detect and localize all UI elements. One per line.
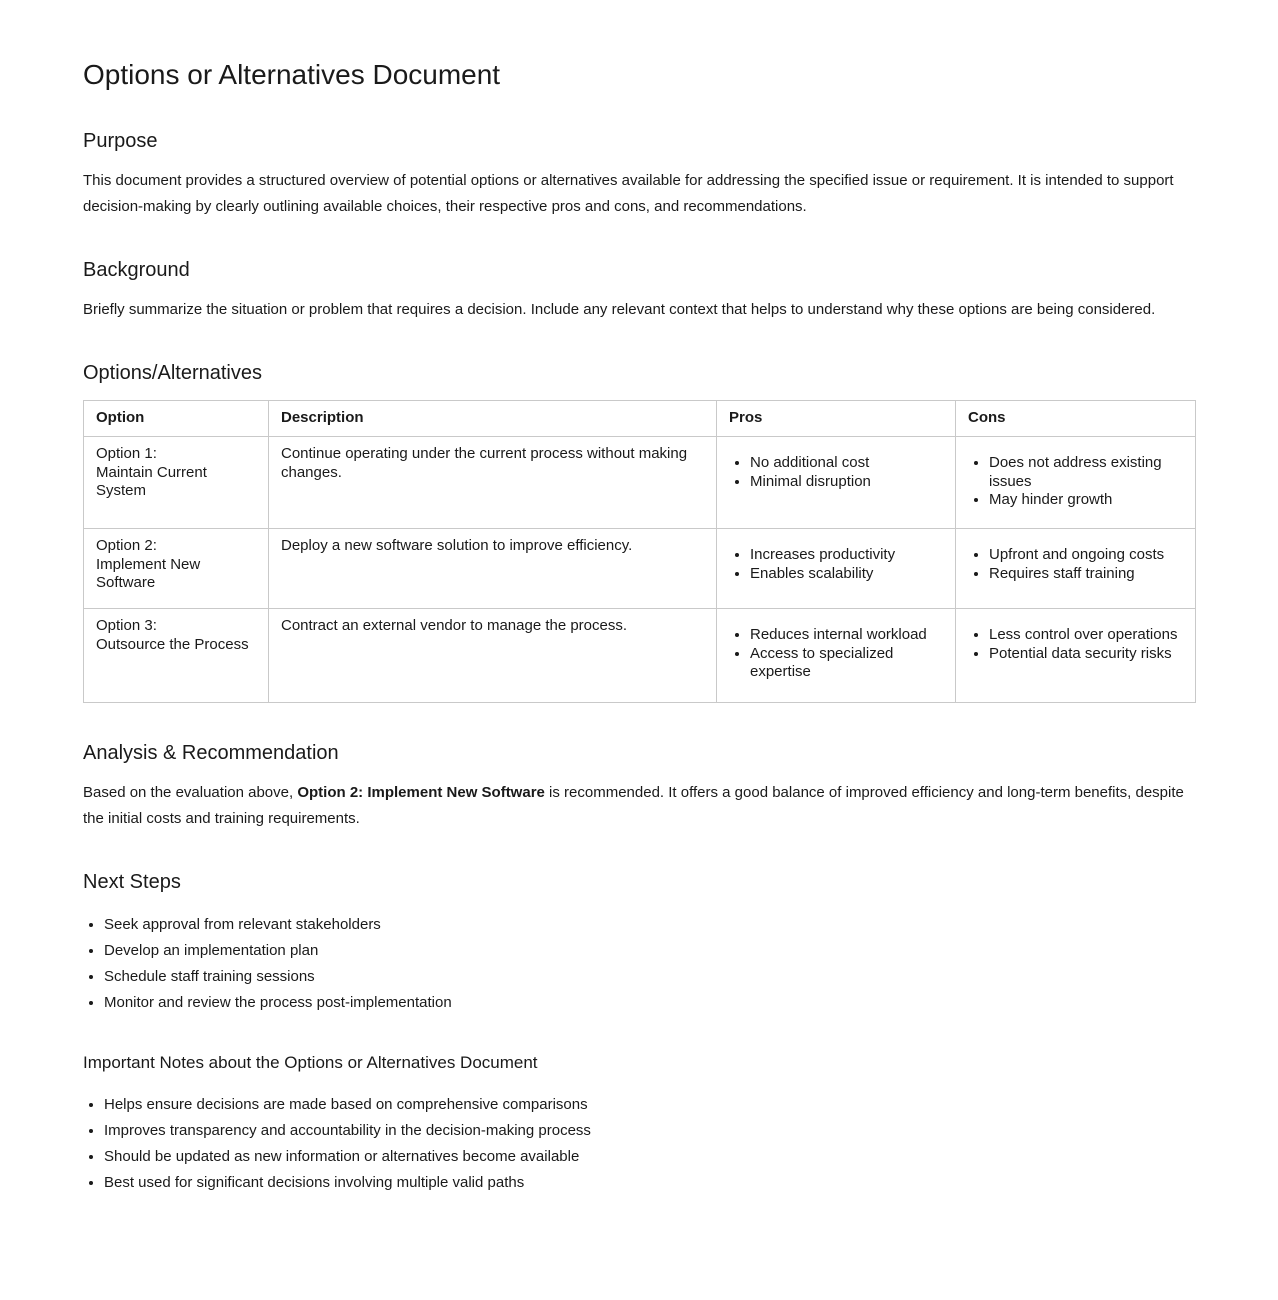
table-row (84, 437, 1196, 529)
column-header-description: Description (269, 401, 717, 437)
cons-item: • Less control over operations (989, 626, 1183, 645)
important-note-item: • Should be updated as new information or alternatives become available (104, 1144, 1195, 1170)
analysis-paragraph (83, 780, 1195, 832)
important-note-item: • Helps ensure decisions are made based on comprehensive comparisons (104, 1092, 1195, 1118)
description-cell: Contract an external vendor to manage the process. (269, 609, 717, 703)
option-name: Outsource the Process (96, 635, 249, 653)
cons-list (968, 546, 1183, 583)
analysis-heading: Analysis & Recommendation (83, 742, 339, 764)
option-label: Option 3: (96, 617, 157, 634)
next-steps-list (83, 912, 1195, 1016)
pros-cell (717, 529, 956, 609)
cons-cell (956, 437, 1196, 529)
important-note-item: • Improves transparency and accountability in the decision-making process (104, 1118, 1195, 1144)
background-heading: Background (83, 259, 190, 281)
cons-cell (956, 529, 1196, 609)
option-cell (84, 609, 269, 703)
recommended-option-emphasis: Option 2: Implement New Software (297, 784, 545, 801)
next-step-item: • Seek approval from relevant stakeholders (104, 912, 1195, 938)
option-cell (84, 437, 269, 529)
pros-item: • Increases productivity (750, 546, 943, 565)
cons-list (968, 454, 1183, 510)
analysis-text-suffix: is recommended. It offers a good balance of improved efficiency and long-term benefits, despite the initial costs and training requirements. (83, 784, 1184, 827)
important-notes-list (83, 1092, 1195, 1196)
analysis-text-prefix: Based on the evaluation above, (83, 784, 298, 801)
option-label: Option 1: (96, 445, 157, 462)
options-table-header (84, 401, 1196, 437)
pros-cell (717, 437, 956, 529)
important-notes-heading: Important Notes about the Options or Alternatives Document (83, 1053, 538, 1072)
table-row (84, 609, 1196, 703)
pros-item: • Reduces internal workload (750, 626, 943, 645)
description-cell: Continue operating under the current process without making changes. (269, 437, 717, 529)
cons-item: • Potential data security risks (989, 645, 1183, 664)
pros-cell (717, 609, 956, 703)
options-heading: Options/Alternatives (83, 362, 262, 384)
next-step-item: • Develop an implementation plan (104, 938, 1195, 964)
cons-item: • Upfront and ongoing costs (989, 546, 1183, 565)
pros-item: • No additional cost (750, 454, 943, 473)
option-name: Implement New Software (96, 555, 201, 591)
pros-list (729, 454, 943, 491)
column-header-pros: Pros (717, 401, 956, 437)
column-header-cons: Cons (956, 401, 1196, 437)
option-label: Option 2: (96, 537, 157, 554)
table-row (84, 529, 1196, 609)
options-table (83, 400, 1196, 703)
background-paragraph: Briefly summarize the situation or problem that requires a decision. Include any relevant context that helps to understand why these options are being considered. (83, 301, 1156, 318)
option-cell (84, 529, 269, 609)
cons-item: • Does not address existing issues (989, 454, 1183, 491)
pros-item: • Minimal disruption (750, 473, 943, 492)
pros-item: • Enables scalability (750, 565, 943, 584)
next-steps-heading: Next Steps (83, 871, 181, 893)
column-header-option: Option (84, 401, 269, 437)
next-step-item: • Schedule staff training sessions (104, 964, 1195, 990)
page-title: Options or Alternatives Document (83, 59, 501, 90)
pros-list (729, 546, 943, 583)
cons-item: • May hinder growth (989, 491, 1183, 510)
pros-item: • Access to specialized expertise (750, 645, 943, 682)
description-cell: Deploy a new software solution to improve efficiency. (269, 529, 717, 609)
cons-item: • Requires staff training (989, 565, 1183, 584)
purpose-heading: Purpose (83, 130, 158, 152)
cons-cell (956, 609, 1196, 703)
important-note-item: • Best used for significant decisions involving multiple valid paths (104, 1170, 1195, 1196)
option-name: Maintain Current System (96, 463, 207, 499)
purpose-paragraph: This document provides a structured overview of potential options or alternatives available for addressing the specified issue or requirement. It is intended to support decision-making by clearly outlining available choices, their respective pros and cons, and recommendations. (83, 172, 1174, 215)
table-header-row (84, 401, 1196, 437)
pros-list (729, 626, 943, 682)
next-step-item: • Monitor and review the process post-implementation (104, 990, 1195, 1016)
cons-list (968, 626, 1183, 663)
